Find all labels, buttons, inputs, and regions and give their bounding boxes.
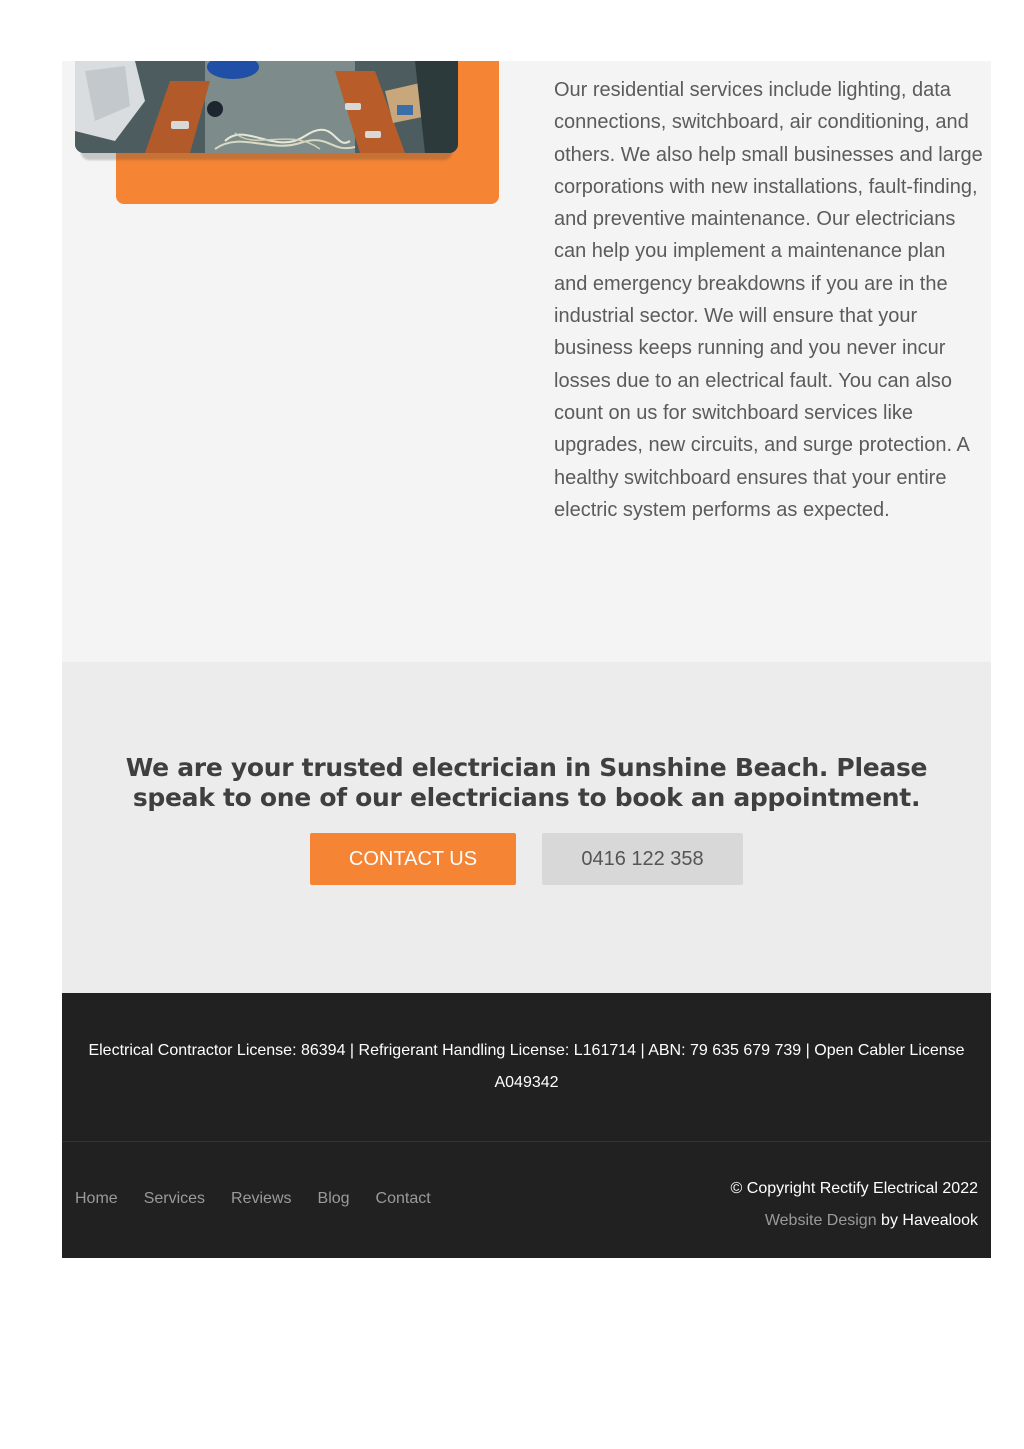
footer-nav-contact[interactable]: Contact bbox=[375, 1190, 431, 1207]
footer-nav-home[interactable]: Home bbox=[75, 1190, 118, 1207]
copyright-block bbox=[731, 1173, 978, 1237]
footer-divider bbox=[62, 1141, 991, 1142]
footer bbox=[62, 993, 991, 1258]
about-paragraph: Our residential services include lighting, data connections, switchboard, air conditioning, and others. We also help small businesses and large corporations with new installations, fault-finding, and preventive maintenance. Our electricians can help you implement a maintenance plan and emergency breakdowns if you are in the industrial sector. We will ensure that your business keeps running and you never incur losses due to an electrical fault. You can also count on us for switchboard services like upgrades, new circuits, and surge protection. A healthy switchboard ensures that your entire electric system performs as expected. bbox=[554, 79, 983, 521]
credit-line bbox=[731, 1205, 978, 1237]
contact-us-button[interactable]: CONTACT US bbox=[310, 833, 516, 885]
footer-nav bbox=[75, 1189, 431, 1209]
footer-nav-blog[interactable]: Blog bbox=[317, 1190, 350, 1207]
website-design-link[interactable]: Website Design bbox=[764, 1212, 877, 1229]
cta-heading: We are your trusted electrician in Sunshine Beach. Please speak to one of our electricians to book an appointment. bbox=[125, 753, 928, 812]
license-info: Electrical Contractor License: 86394 | Refrigerant Handling License: L161714 | ABN: 79 635 679 739 | Open Cabler License A049342 bbox=[88, 1042, 965, 1091]
electrician-photo bbox=[75, 61, 458, 153]
credit-by: by Havealook bbox=[876, 1212, 978, 1229]
about-image-wrap bbox=[62, 61, 522, 221]
about-section bbox=[62, 61, 991, 662]
copyright-text: © Copyright Rectify Electrical 2022 bbox=[730, 1180, 978, 1197]
phone-button[interactable]: 0416 122 358 bbox=[542, 833, 743, 885]
electrician-photo-illustration bbox=[75, 61, 458, 153]
footer-nav-services[interactable]: Services bbox=[143, 1190, 206, 1207]
cta-section bbox=[62, 662, 991, 993]
footer-nav-reviews[interactable]: Reviews bbox=[231, 1190, 292, 1207]
